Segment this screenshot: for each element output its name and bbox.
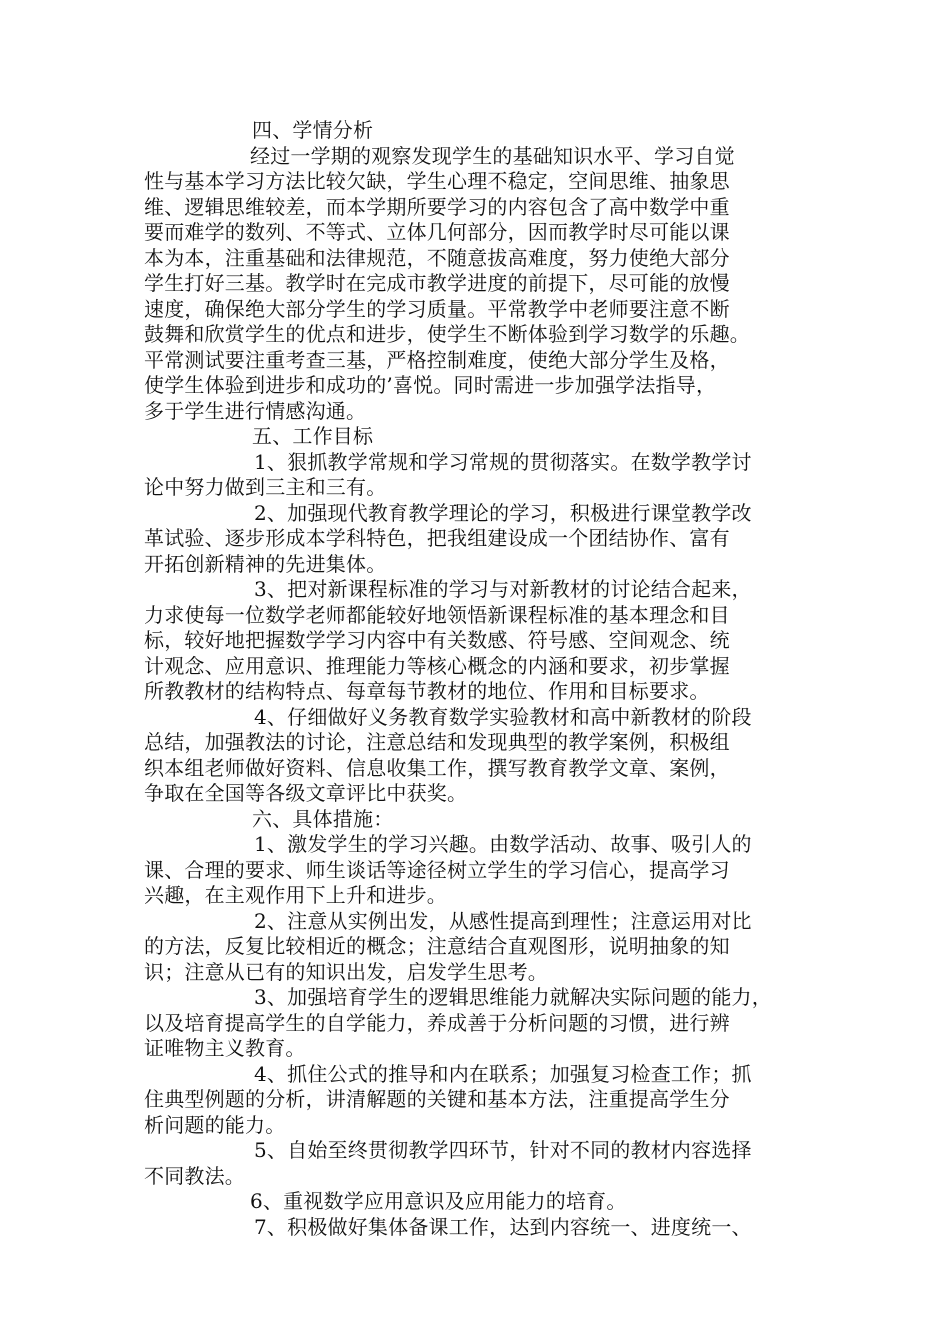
- list-item-line: 5、自始至终贯彻教学四环节，针对不同的教材内容选择: [254, 1138, 752, 1162]
- list-item-line: 证唯物主义教育。: [144, 1036, 306, 1060]
- list-item-line: 所教教材的结构特点、每章每节教材的地位、作用和目标要求。: [144, 679, 710, 703]
- paragraph-line: 本为本，注重基础和法律规范，不随意拔高难度，努力使绝大部分: [144, 245, 730, 270]
- list-item-line: 标，较好地把握数学学习内容中有关数感、符号感、空间观念、统: [144, 628, 730, 652]
- list-item-line: 4、抓住公式的推导和内在联系；加强复习检查工作；抓: [254, 1061, 752, 1086]
- list-item-line: 3、把对新课程标准的学习与对新教材的讨论结合起来，: [254, 577, 752, 601]
- list-item-line: 力求使每一位数学老师都能较好地领悟新课程标准的基本理念和目: [144, 602, 730, 627]
- list-item-line: 革试验、逐步形成本学科特色，把我组建设成一个团结协作、富有: [144, 526, 730, 550]
- list-item-line: 开拓创新精神的先进集体。: [144, 551, 387, 576]
- list-item-line: 以及培育提高学生的自学能力，养成善于分析问题的习惯，进行辨: [144, 1010, 730, 1035]
- section-heading: 六、具体措施：: [252, 806, 394, 831]
- section-heading: 四、学情分析: [252, 118, 374, 142]
- paragraph-line: 学生打好三基。教学时在完成市教学进度的前提下，尽可能的放慢: [144, 271, 730, 295]
- paragraph-line: 多于学生进行情感沟通。: [144, 398, 367, 423]
- list-item-line: 论中努力做到三主和三有。: [144, 475, 387, 499]
- list-item-line: 住典型例题的分析，讲清解题的关键和基本方法，注重提高学生分: [144, 1087, 730, 1111]
- list-item-line: 3、加强培育学生的逻辑思维能力就解决实际问题的能力，: [254, 985, 772, 1009]
- list-item-line: 2、注意从实例出发，从感性提高到理性；注意运用对比: [254, 908, 752, 933]
- list-item-line: 课、合理的要求、师生谈话等途径树立学生的学习信心，提高学习: [144, 857, 730, 882]
- list-item-line: 不同教法。: [144, 1163, 245, 1188]
- list-item-line: 总结，加强教法的讨论，注意总结和发现典型的教学案例，积极组: [144, 730, 730, 754]
- paragraph-line: 速度，确保绝大部分学生的学习质量。平常教学中老师要注意不断: [144, 296, 730, 321]
- list-item-line: 4、仔细做好义务教育数学实验教材和高中新教材的阶段: [254, 704, 752, 729]
- list-item-line: 1、狠抓教学常规和学习常规的贯彻落实。在数学教学讨: [254, 449, 752, 474]
- list-item-line: 争取在全国等各级文章评比中获奖。: [144, 781, 468, 805]
- list-item-line: 2、加强现代教育教学理论的学习，积极进行课堂教学改: [254, 500, 752, 525]
- paragraph-line: 经过一学期的观察发现学生的基础知识水平、学习自觉: [250, 143, 735, 168]
- list-item-line: 识；注意从已有的知识出发，启发学生思考。: [144, 959, 548, 984]
- list-item-line: 计观念、应用意识、推理能力等核心概念的内涵和要求，初步掌握: [144, 653, 730, 678]
- paragraph-line: 使学生体验到进步和成功的’喜悦。同时需进一步加强学法指导，: [144, 373, 717, 397]
- paragraph-line: 维、逻辑思维较差，而本学期所要学习的内容包含了高中数学中重: [144, 194, 730, 219]
- paragraph-line: 性与基本学习方法比较欠缺，学生心理不稳定，空间思维、抽象思: [144, 169, 730, 193]
- list-item-line: 的方法，反复比较相近的概念；注意结合直观图形，说明抽象的知: [144, 934, 730, 958]
- list-item-line: 7、积极做好集体备课工作，达到内容统一、进度统一、: [254, 1214, 752, 1239]
- list-item-line: 析问题的能力。: [144, 1112, 286, 1137]
- paragraph-line: 要而难学的数列、不等式、立体几何部分，因而教学时尽可能以课: [144, 220, 730, 244]
- list-item-line: 1、激发学生的学习兴趣。由数学活动、故事、吸引人的: [254, 832, 752, 856]
- list-item-line: 6、重视数学应用意识及应用能力的培育。: [250, 1189, 627, 1213]
- paragraph-line: 鼓舞和欣赏学生的优点和进步，使学生不断体验到学习数学的乐趣。: [144, 322, 750, 346]
- list-item-line: 兴趣，在主观作用下上升和进步。: [144, 883, 447, 907]
- paragraph-line: 平常测试要注重考查三基，严格控制难度，使绝大部分学生及格，: [144, 347, 730, 372]
- section-heading: 五、工作目标: [252, 424, 374, 448]
- list-item-line: 织本组老师做好资料、信息收集工作，撰写教育教学文章、案例，: [144, 755, 730, 780]
- document-body: [144, 118, 826, 1240]
